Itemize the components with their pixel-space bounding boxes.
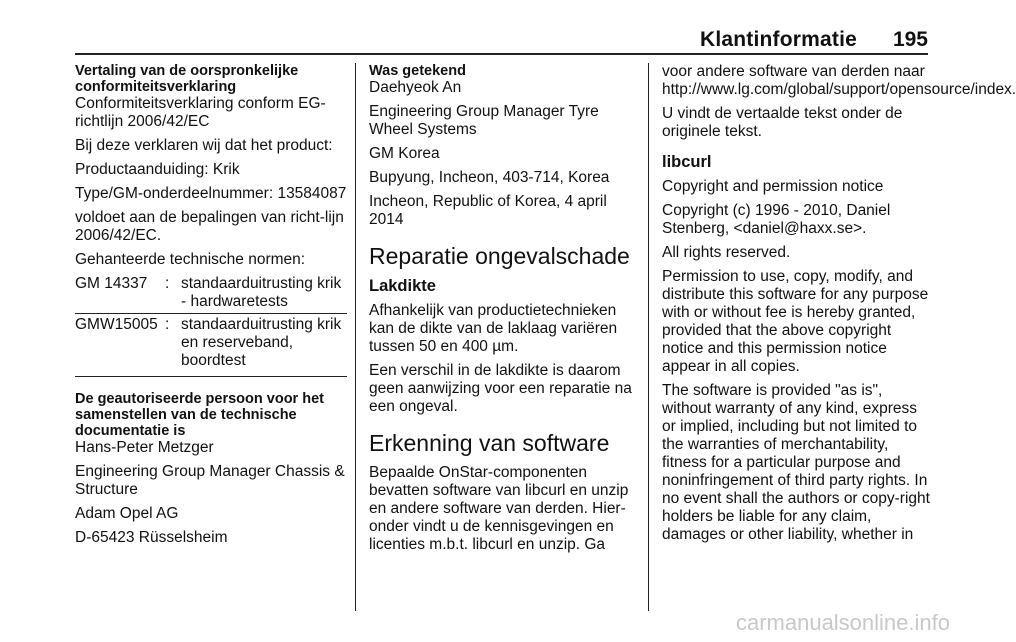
table-row [75, 275, 347, 314]
paragraph: Engineering Group Manager Tyre Wheel Systems [369, 103, 599, 138]
table-row [75, 314, 347, 377]
norm-separator: : [165, 314, 181, 377]
column-2 [369, 63, 636, 560]
paragraph: Bepaalde OnStar-componenten bevatten software van libcurl en unzip en andere software van derden. Hier-onder vindt u de kennisgevingen en licenties m.b.t. libcurl en unzip. Ga [369, 464, 629, 553]
paragraph: Type/GM-onderdeelnummer: 13584087 [75, 185, 347, 202]
header-rule [75, 53, 928, 55]
norm-description: standaarduitrusting krik en reserveband, boordtest [181, 314, 347, 377]
paragraph: U vindt de vertaalde tekst onder de originele tekst. [662, 105, 903, 140]
norm-description: standaarduitrusting krik - hardwaretests [181, 275, 347, 314]
section-title-accident-repair: Reparatie ongevalschade [369, 243, 630, 269]
subsection-title-paint-thickness: Lakdikte [369, 277, 436, 295]
watermark-text: carmanualsonline.info [735, 610, 950, 635]
heading-translation: Vertaling van de oorspronkelijke conformiteitsverklaring [75, 63, 299, 95]
column-divider-1 [355, 63, 356, 611]
norm-code: GMW15005 [75, 314, 165, 377]
paragraph: All rights reserved. [662, 244, 791, 261]
paragraph: voldoet aan de bepalingen van richt-lijn 2006/42/EC. [75, 209, 344, 244]
paragraph: Copyright and permission notice [662, 178, 884, 195]
paragraph: GM Korea [369, 145, 440, 162]
paragraph: Hans-Peter Metzger [75, 439, 214, 456]
paragraph: Bij deze verklaren wij dat het product: [75, 137, 333, 154]
norm-separator: : [165, 275, 181, 314]
running-header-title: Klantinformatie [700, 28, 858, 51]
heading-authorized-person: De geautoriseerde persoon voor het samenstellen van de technische documentatie is [75, 391, 324, 439]
column-1 [75, 63, 347, 553]
paragraph: Afhankelijk van productietechnieken kan de dikte van de laklaag variëren tussen 50 en 400 µm. [369, 302, 618, 355]
paragraph: Engineering Group Manager Chassis & Structure [75, 463, 345, 498]
page-number: 195 [892, 28, 928, 51]
paragraph: Copyright (c) 1996 - 2010, Daniel Stenberg, <daniel@haxx.se>. [662, 202, 891, 237]
paragraph: Adam Opel AG [75, 505, 179, 522]
paragraph: Gehanteerde technische normen: [75, 251, 306, 268]
heading-signed: Was getekend [369, 63, 466, 79]
paragraph: Een verschil in de lakdikte is daarom geen aanwijzing voor een reparatie na een ongeval. [369, 362, 632, 415]
paragraph: Bupyung, Incheon, 403-714, Korea [369, 169, 610, 186]
paragraph: Productaanduiding: Krik [75, 161, 240, 178]
column-3 [662, 63, 1016, 550]
paragraph: voor andere software van derden naar http://www.lg.com/global/support/opensource/index. [662, 63, 1016, 98]
paragraph: Conformiteitsverklaring conform EG-richtlijn 2006/42/EC [75, 95, 326, 130]
paragraph: Permission to use, copy, modify, and distribute this software for any purpose with or without fee is hereby granted, provided that the above copyright notice and this permission notice appear in all copies. [662, 268, 929, 375]
paragraph: D-65423 Rüsselsheim [75, 529, 228, 546]
section-title-software-acknowledgement: Erkenning van software [369, 430, 610, 456]
column-divider-2 [648, 63, 649, 611]
paragraph: Incheon, Republic of Korea, 4 april 2014 [369, 193, 607, 228]
paragraph: The software is provided "as is", without warranty of any kind, express or implied, including but not limited to the warranties of merchantability, fitness for a particular purpose and noninfringement of third party rights. In no event shall the authors or copy-right holders be liable for any claim, damages or other liability, whether in [662, 382, 930, 543]
norm-code: GM 14337 [75, 275, 165, 314]
subsection-title-libcurl: libcurl [662, 153, 712, 171]
norms-table [75, 275, 347, 377]
paragraph: Daehyeok An [369, 79, 462, 96]
